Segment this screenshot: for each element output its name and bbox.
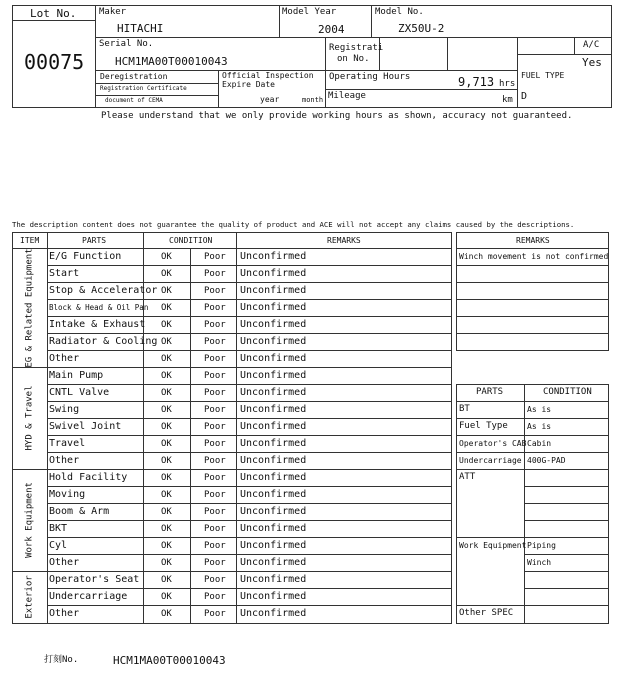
part-name: Other (49, 608, 80, 619)
side-remarks-header: REMARKS (516, 236, 550, 245)
model-year-value: 2004 (318, 23, 345, 36)
condition-poor: Poor (204, 405, 226, 415)
condition-ok: OK (161, 575, 172, 585)
condition-ok: OK (161, 252, 172, 262)
remark-text: Unconfirmed (240, 319, 307, 330)
condition-ok: OK (161, 388, 172, 398)
condition-ok: OK (161, 354, 172, 364)
condition-ok: OK (161, 303, 172, 313)
remarks-header: REMARKS (327, 236, 361, 245)
remark-text: Unconfirmed (240, 489, 307, 500)
remark-text: Unconfirmed (240, 523, 307, 534)
operating-hours-label: Operating Hours (329, 72, 411, 82)
part-name: Travel (49, 438, 86, 449)
condition-ok: OK (161, 507, 172, 517)
part-name: Other (49, 455, 80, 466)
part-name: Swing (49, 404, 80, 415)
maker-label: Maker (99, 7, 127, 17)
cema-label: document of CEMA (105, 97, 163, 104)
maker-value: HITACHI (117, 22, 164, 35)
part-name: Other (49, 557, 80, 568)
year-label: year (260, 95, 280, 104)
condition-poor: Poor (204, 456, 226, 466)
inspection-label: Official Inspection (222, 71, 314, 80)
lot-label: Lot No. (30, 7, 77, 20)
condition-poor: Poor (204, 541, 226, 551)
remark-text: Unconfirmed (240, 268, 307, 279)
part-name: Moving (49, 489, 86, 500)
item-group-label: Work Equipment (24, 482, 35, 558)
part-name: Other (49, 353, 80, 364)
condition-poor: Poor (204, 473, 226, 483)
part-name: Block & Head & Oil Pan (49, 303, 149, 312)
condition-ok: OK (161, 269, 172, 279)
registration-label: Registrati (329, 43, 384, 53)
condition-ok: OK (161, 592, 172, 602)
remark-text: Unconfirmed (240, 370, 307, 381)
remark-text: Unconfirmed (240, 404, 307, 415)
remark-text: Unconfirmed (240, 353, 307, 364)
deregistration-label: Deregistration (100, 72, 168, 81)
part-name: BKT (49, 523, 68, 534)
remark-text: Unconfirmed (240, 251, 307, 262)
spec-bt-label: BT (459, 404, 470, 414)
remark-text: Unconfirmed (240, 540, 307, 551)
operating-hours-value: 9,713 (458, 75, 495, 89)
stamp-number-label: 打刻No. (44, 655, 79, 665)
serial-label: Serial No. (99, 39, 154, 49)
spec-other-label: Other SPEC (459, 608, 514, 618)
condition-ok: OK (161, 473, 172, 483)
condition-poor: Poor (204, 524, 226, 534)
spec-bt-value: As is (527, 405, 552, 414)
model-no-label: Model No. (375, 7, 424, 17)
part-name: Hold Facility (49, 472, 128, 483)
condition-poor: Poor (204, 303, 226, 313)
remark-text: Unconfirmed (240, 336, 307, 347)
condition-ok: OK (161, 456, 172, 466)
condition-ok: OK (161, 337, 172, 347)
spec-parts-header: PARTS (476, 387, 504, 397)
spec-work-value-1: Piping (527, 541, 556, 550)
ac-label: A/C (583, 40, 600, 50)
item-header: ITEM (20, 236, 40, 245)
remark-text: Unconfirmed (240, 285, 307, 296)
condition-poor: Poor (204, 269, 226, 279)
remark-text: Unconfirmed (240, 608, 307, 619)
side-remark-row: Winch movement is not confirmed (459, 252, 609, 261)
condition-poor: Poor (204, 252, 226, 262)
parts-header: PARTS (82, 236, 107, 245)
remark-text: Unconfirmed (240, 387, 307, 398)
condition-poor: Poor (204, 371, 226, 381)
part-name: Undercarriage (49, 591, 128, 602)
inspection-label-2: Expire Date (222, 80, 275, 89)
registration-label-2: on No. (337, 54, 370, 64)
condition-poor: Poor (204, 609, 226, 619)
item-group-label: HYD & Travel (24, 385, 35, 451)
condition-ok: OK (161, 320, 172, 330)
serial-value: HCM1MA00T00010043 (115, 55, 228, 68)
stamp-number-value: HCM1MA00T00010043 (113, 654, 226, 667)
registration-certificate-label: Registration Certificate (100, 85, 187, 92)
part-name: Main Pump (49, 370, 104, 381)
condition-ok: OK (161, 286, 172, 296)
condition-poor: Poor (204, 558, 226, 568)
spec-att-label: ATT (459, 472, 476, 482)
item-group-label: EG & Related Equipment (24, 247, 35, 368)
part-name: Operator's Seat (49, 574, 140, 585)
condition-ok: OK (161, 371, 172, 381)
condition-ok: OK (161, 524, 172, 534)
part-name: Boom & Arm (49, 506, 110, 517)
condition-poor: Poor (204, 422, 226, 432)
condition-poor: Poor (204, 439, 226, 449)
spec-undercarriage-label: Undercarriage (459, 456, 522, 465)
remark-text: Unconfirmed (240, 574, 307, 585)
condition-poor: Poor (204, 490, 226, 500)
remark-text: Unconfirmed (240, 302, 307, 313)
part-name: Intake & Exhaust (49, 319, 146, 330)
condition-poor: Poor (204, 388, 226, 398)
km-label: km (502, 95, 513, 105)
part-name: Start (49, 268, 80, 279)
ac-value: Yes (582, 56, 602, 69)
disclaimer: The description content does not guarantee the quality of product and ACE will not accept any claims caused by the descriptions. (12, 220, 575, 229)
condition-ok: OK (161, 541, 172, 551)
part-name: E/G Function (49, 251, 122, 262)
remark-text: Unconfirmed (240, 472, 307, 483)
hours-notice: Please understand that we only provide working hours as shown, accuracy not guaranteed. (101, 111, 573, 121)
condition-ok: OK (161, 609, 172, 619)
part-name: Stop & Accelerator (49, 285, 158, 296)
condition-ok: OK (161, 558, 172, 568)
condition-ok: OK (161, 422, 172, 432)
condition-poor: Poor (204, 320, 226, 330)
part-name: Swivel Joint (49, 421, 122, 432)
lot-number: 00075 (24, 50, 85, 74)
condition-ok: OK (161, 490, 172, 500)
spec-fuel-label: Fuel Type (459, 421, 508, 431)
remark-text: Unconfirmed (240, 591, 307, 602)
spec-work-value-2: Winch (527, 558, 552, 567)
condition-poor: Poor (204, 592, 226, 602)
hrs-label: hrs (499, 79, 516, 89)
spec-work-label: Work Equipment (459, 541, 527, 550)
remark-text: Unconfirmed (240, 557, 307, 568)
condition-poor: Poor (204, 286, 226, 296)
model-year-label: Model Year (282, 7, 337, 17)
spec-undercarriage-value: 400G-PAD (527, 456, 566, 465)
item-group-label: Exterior (24, 574, 35, 619)
spec-fuel-value: As is (527, 422, 552, 431)
condition-poor: Poor (204, 507, 226, 517)
spec-condition-header: CONDITION (543, 387, 592, 397)
spec-cab-label: Operator's CAB (459, 439, 527, 448)
fuel-type-value: D (521, 91, 528, 102)
condition-poor: Poor (204, 337, 226, 347)
condition-poor: Poor (204, 354, 226, 364)
fuel-type-label: FUEL TYPE (521, 71, 565, 80)
month-label: month (302, 96, 324, 104)
remark-text: Unconfirmed (240, 438, 307, 449)
part-name: CNTL Valve (49, 387, 110, 398)
remark-text: Unconfirmed (240, 455, 307, 466)
remark-text: Unconfirmed (240, 421, 307, 432)
remark-text: Unconfirmed (240, 506, 307, 517)
condition-ok: OK (161, 405, 172, 415)
spec-cab-value: Cabin (527, 439, 552, 448)
part-name: Cyl (49, 540, 68, 551)
condition-poor: Poor (204, 575, 226, 585)
condition-ok: OK (161, 439, 172, 449)
part-name: Radiator & Cooling (49, 336, 158, 347)
mileage-label: Mileage (328, 91, 366, 101)
model-no-value: ZX50U-2 (398, 22, 445, 35)
condition-header: CONDITION (169, 236, 213, 245)
